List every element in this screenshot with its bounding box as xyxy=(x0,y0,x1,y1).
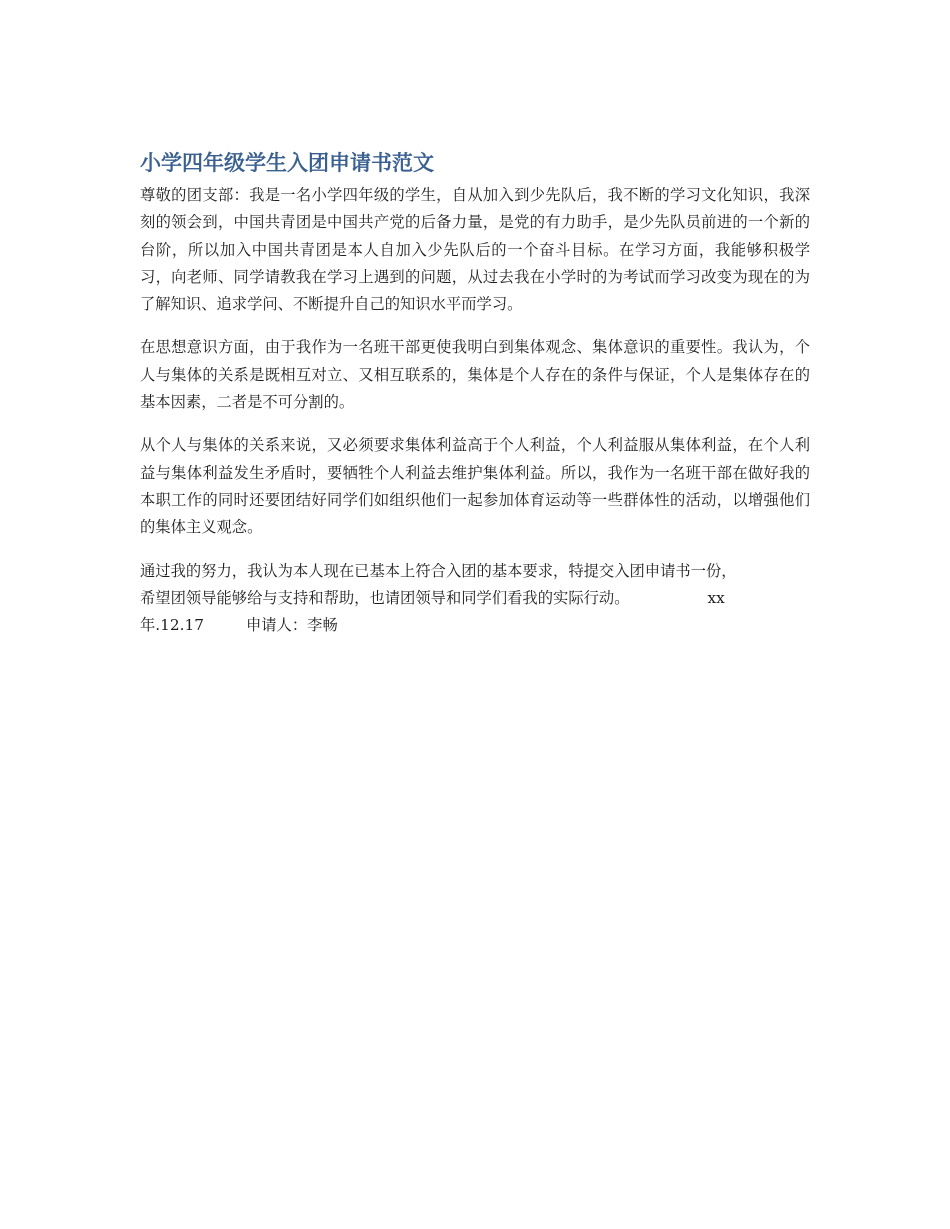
applicant-name: 申请人：李畅 xyxy=(245,616,338,635)
paragraph-closing xyxy=(140,558,810,640)
paragraph-ideology: 在思想意识方面，由于我作为一名班干部更使我明白到集体观念、集体意识的重要性。我认为，个人与集体的关系是既相互对立、又相互联系的，集体是个人存在的条件与保证，个人是集体存在的基本因素，二者是不可分割的。 xyxy=(140,338,810,412)
signature-line xyxy=(140,612,810,639)
closing-line-2 xyxy=(140,585,810,612)
paragraph-collective: 从个人与集体的关系来说，又必须要求集体利益高于个人利益，个人利益服从集体利益，在个人利益与集体利益发生矛盾时，要牺牲个人利益去维护集体利益。所以，我作为一名班干部在做好我的本职工作的同时还要团结好同学们如组织他们一起参加体育运动等一些群体性的活动，以增强他们的集体主义观念。 xyxy=(140,436,810,537)
paragraph-intro: 尊敬的团支部：我是一名小学四年级的学生，自从加入到少先队后，我不断的学习文化知识，我深刻的领会到，中国共青团是中国共产党的后备力量，是党的有力助手，是少先队员前进的一个新的台阶，所以加入中国共青团是本人自加入少先队后的一个奋斗目标。在学习方面，我能够积极学习，向老师、同学请教我在学习上遇到的问题，从过去我在小学时的为考试而学习改变为现在的为了解知识、追求学问、不断提升自己的知识水平而学习。 xyxy=(140,186,810,314)
document-title: 小学四年级学生入团申请书范文 xyxy=(140,151,434,175)
application-date: 年.12.17 xyxy=(140,616,204,635)
closing-line-1: 通过我的努力，我认为本人现在已基本上符合入团的基本要求，特提交入团申请书一份， xyxy=(140,561,737,580)
document-page xyxy=(140,148,810,639)
date-prefix: xx xyxy=(707,588,725,607)
closing-line-2-text: 希望团领导能够给与支持和帮助，也请团领导和同学们看我的实际行动。 xyxy=(140,588,630,607)
